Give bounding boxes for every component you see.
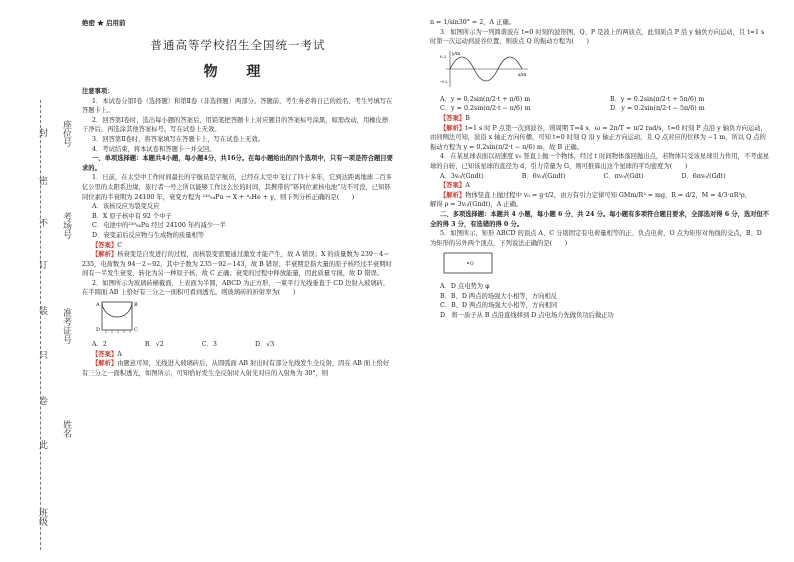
q5-rectangle-figure	[440, 250, 770, 280]
note-item: 3．回答第Ⅱ卷时，将答案填写在答题卡上，写在试卷上无效。	[92, 135, 265, 143]
fig-label-b: B	[134, 302, 138, 309]
fig-label-c: C	[134, 327, 138, 334]
q2-answer: A	[117, 350, 122, 358]
q3-y-axis-label: y/m	[452, 51, 461, 57]
q3-stem: 3．如图所示为一列简谐波在 t=0 时刻的波形图，Q、P 是波上的两质点，此刻质点 P 沿 y 轴负方向运动，且 t=1 s 时第一次运动到波谷位置，则质点 Q 的振动方程为( )	[430, 28, 765, 46]
binding-dashed-line	[40, 100, 41, 550]
q2-option: A．2	[92, 341, 107, 349]
q4-conclusion: 解得 ρ = 3v₀/(Gπdt)，A 正确。	[430, 201, 523, 209]
binding-char: 订	[37, 260, 47, 269]
q4-option: B．6v₀/(Gπdt)	[521, 172, 566, 180]
q2-options	[82, 340, 394, 350]
q1-option: C．电池中的²³⁹₉₄Pu 经过 24100 年约减少一半	[92, 222, 226, 230]
q1-option: D．衰变前后反应物与生成物的质量相等	[92, 231, 205, 239]
q3-neg-amp-label: -0.2	[440, 78, 448, 84]
class-field: 班级	[37, 508, 47, 526]
q4-explanation: 物体竖直上抛过程中 v₀ = g·t/2，由万有引力定律可知 GMm/R² = mg，R = d/2，M = 4/3·πR³ρ，	[465, 191, 752, 199]
admission-number-field: 准考证号	[61, 308, 71, 344]
q4-answer: A	[465, 182, 470, 190]
left-column	[82, 18, 394, 378]
confidential-label: 绝密 ★ 启用前	[82, 19, 126, 27]
binding-char: 装	[37, 306, 47, 315]
q5-option: C．B、D 两点的场强大小相等，方向相同	[440, 302, 558, 310]
q3-explanation: t=1 s 时 P 点第一次到波谷，则周期 T=4 s，ω = 2π/T = π/2 rad/s，t=0 时刻 P 点沿 y 轴负方向运动，由同侧法可知，波沿 x 轴正方向传播，可知 t=0 时刻 Q 沿 y 轴正方向运动，且 Q 点对应的位移为 −1 m，所以 Q 点的振动方程为 y = 0.2sin(π/2·t − π/6) m，故 B 正确。	[430, 124, 767, 151]
answer-tag: 【答案】	[440, 182, 466, 190]
q2-formula: n = 1/sin30° = 2，A 正确。	[430, 19, 515, 26]
q3-wave-figure	[440, 49, 770, 93]
q4-option: A．3v₀/(Gπdt)	[440, 172, 484, 180]
q4-option: D．6πv₀/(Gdt)	[681, 172, 726, 180]
q5-option: A．D 点电势为 φ	[440, 283, 490, 291]
q2-glass-figure	[92, 300, 394, 338]
notes-heading: 注意事项：	[82, 88, 114, 95]
q3-option: C．y = 0.2sin(π/2·t − π/6) m	[440, 105, 531, 113]
q3-option: D．y = 0.2sin(π/2·t − 5π/6) m	[610, 105, 705, 113]
q3-amp-label: 0.2	[440, 53, 447, 59]
right-column	[430, 18, 770, 321]
q1-option: B．X 原子核中有 92 个中子	[92, 212, 172, 220]
explanation-tag: 【解析】	[440, 124, 466, 132]
explanation-tag: 【解析】	[440, 191, 466, 199]
exam-title: 普通高等学校招生全国统一考试	[150, 38, 326, 52]
q1-option: A．该核反应为裂变反应	[92, 203, 160, 211]
note-item: 1．本试卷分第Ⅰ卷（选择题）和第Ⅱ卷（非选择题）两部分。答题前，考生务必将自己的姓名、考生号填写在答题卡上。	[82, 97, 393, 115]
q5-option: D．将一质子从 B 点沿直线移到 D 点电场力先做负功后做正功	[440, 312, 614, 320]
q1-stem: 1．日前，在太空中工作时间最长的宇航员是宇航员，已经在太空中飞行了四十多年，它到达距离地球二百多亿公里的太阳系边缘，旅行者一号之所以能够工作这么长的时间，其携带的“钚同位素核电池”功不可没，已知钚同位素的半衰期为 24100 年，衰变方程为 ²³⁹₉₄Pu → X + ⁴₂He + γ，则下列分析正确的是( )	[82, 174, 392, 201]
note-item: 4．考试结束，将本试卷和答题卡一并交回。	[92, 145, 216, 153]
name-field: 姓名	[61, 420, 71, 438]
section-1-heading: 一、单项选择题：本题共4小题，每小题4分，共16分。在每小题给出的四个选项中，只有一项是符合题目要求的。	[82, 155, 393, 172]
q2-explanation: 由题意可知，光线进入玻璃砖后，从圆弧面 AB 射出时有部分光线发生全反射，因在 AB 面上恰好有三分之一面积透光，如图所示，可知恰好发生全反射时入射光对应的入射角为 30°，则	[82, 360, 390, 377]
q4-stem: 4．在某星球表面以初速度 v₀ 竖直上抛一个物体，经过 t 时间物体落回抛出点，若物体只受该星球引力作用，不考虑星球的自转，已知该星球的直径为 d，引力常量为 G，则可推算出这个星球的平均密度为( )	[430, 153, 770, 170]
answer-tag: 【答案】	[92, 350, 118, 358]
q1-answer: C	[117, 241, 123, 249]
exam-room-field: 考场号	[61, 212, 71, 239]
fig-label-a: A	[96, 302, 100, 309]
q3-answer: B	[465, 114, 470, 122]
q2-stem: 2．如图所示为玻璃砖横截面，上表面为半圆，ABCD 为正方形，一束平行光线垂直于 CD 边射入玻璃砖，在半圆面 AB 上恰好有三分之一面积可看到透光。则玻璃砖的折射率为( )	[82, 279, 390, 297]
q5-option: B．B、D 两点的场强大小相等，方向相反	[440, 292, 558, 300]
binding-char: 卷	[37, 396, 47, 405]
q2-option: D．√3	[254, 341, 275, 349]
section-2-heading: 二、多项选择题：本题共 4 小题，每小题 6 分，共 24 分。每小题有多项符合题目要求，全部选对得 6 分，选对但不全的得 3 分，有选错的得 0 分。	[430, 210, 770, 228]
q2-option: B．√2	[144, 341, 164, 349]
binding-char: 封	[37, 128, 47, 137]
explanation-tag: 【解析】	[92, 251, 118, 259]
fig-label-d: D	[96, 327, 101, 334]
subject-title: 物 理	[203, 64, 273, 80]
binding-char: 不	[37, 218, 47, 227]
binding-char: 密	[37, 176, 47, 185]
binding-char: 只	[37, 350, 47, 359]
q3-x-axis-label: x/m	[518, 72, 527, 78]
q2-option: C．3	[201, 341, 217, 349]
q5-stem: 5．如图所示，矩形 ABCD 的顶点 A、C 分别固定有电荷量相等的正、负点电荷，O 点为矩形对角线的交点，B、D 为矩形的另外两个顶点，下列说法正确的是( )	[430, 230, 762, 247]
answer-tag: 【答案】	[92, 241, 118, 249]
q4-options	[430, 172, 770, 182]
seat-number-field: 座位号	[61, 120, 71, 147]
q3-options	[430, 95, 770, 114]
q4-option: C．πv₀/(Gdt)	[603, 172, 644, 180]
binding-margin	[0, 0, 78, 562]
q5-fig-label-o: O	[470, 262, 474, 268]
answer-tag: 【答案】	[440, 114, 466, 122]
q3-option: B．y = 0.2sin(π/2·t + 5π/6) m	[610, 95, 705, 103]
binding-char: 此	[37, 440, 47, 449]
q1-explanation: 核衰变是自发进行的过程，而核裂变需要通过激发才能产生，故 A 错误；X 的质量数为 239－4＝235，电荷数为 94－2＝92，其中子数为 235－92＝143，故 B 错误；半衰期是指大量的原子核经过半衰期时间有一半发生衰变，转化为另一种原子核，故 C 正确；衰变的过程中释放能量，因此质量亏损，故 D 错误。	[82, 251, 392, 278]
note-item: 2．回答第Ⅰ卷时，选出每小题的答案后，用铅笔把答题卡上对应题目的答案标号涂黑，如需改动，用橡皮擦干净后，再选涂其他答案标号。写在试卷上无效。	[82, 116, 389, 134]
explanation-tag: 【解析】	[92, 360, 118, 368]
q3-option: A．y = 0.2sin(π/2·t + π/6) m	[440, 95, 531, 103]
